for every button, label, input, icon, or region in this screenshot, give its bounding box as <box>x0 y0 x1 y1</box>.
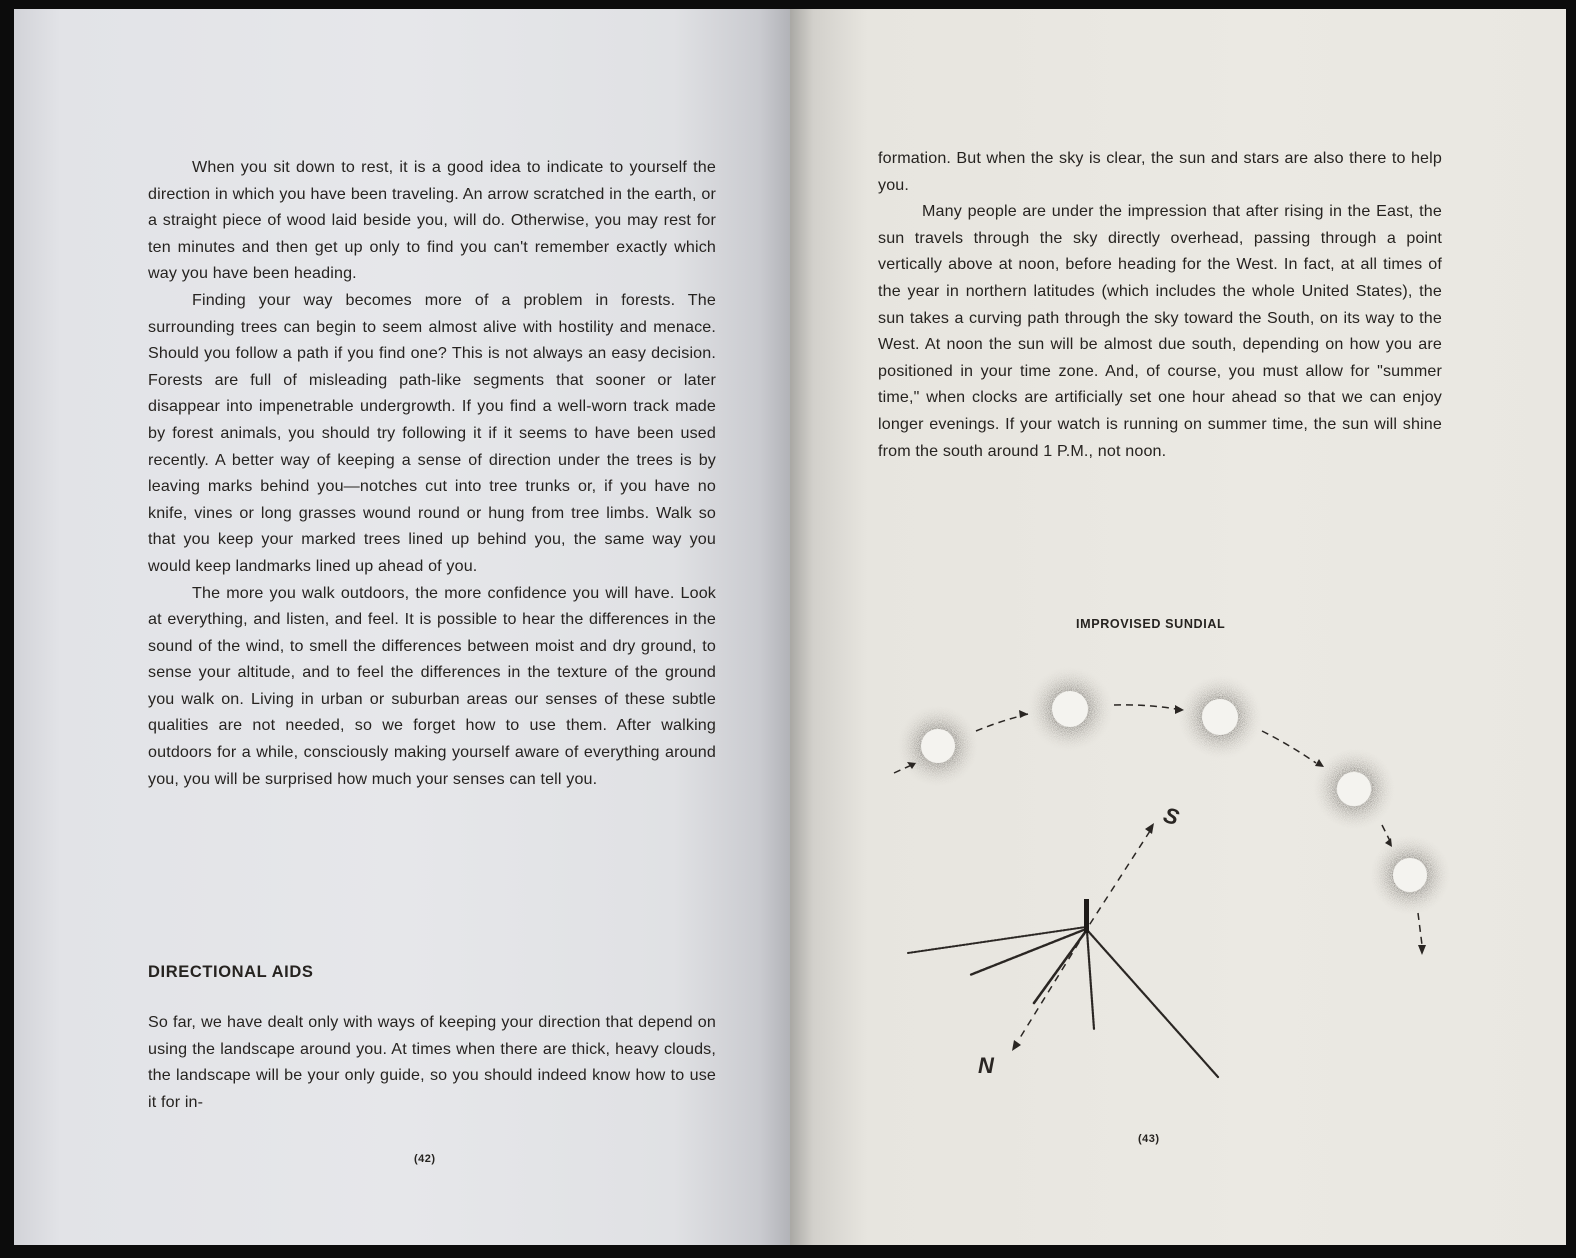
compass-line <box>1018 831 1150 1041</box>
sun-position-2 <box>1028 667 1112 751</box>
sundial-illustration <box>790 9 1566 1245</box>
left-page-body <box>148 154 716 792</box>
label-north: N <box>978 1053 994 1078</box>
figure-caption: IMPROVISED SUNDIAL <box>1076 617 1226 631</box>
sun-position-1 <box>898 706 978 786</box>
sun-position-3 <box>1178 675 1262 759</box>
north-arrowhead <box>1012 1040 1021 1051</box>
sundial-shadows <box>908 927 1218 1077</box>
paragraph-resting: When you sit down to rest, it is a good idea to indicate to yourself the direction in which you have been traveling. An arrow scratched in the earth, or a straight piece of wood laid beside you, will do. Otherwise, you may rest for ten minutes and then get up only to find you can't remember exactly which way you have been heading. <box>148 158 716 283</box>
left-page <box>14 9 790 1245</box>
paragraph-forests: Finding your way becomes more of a problem in forests. The surrounding trees can begin to seem almost alive with hostility and menace. Should you follow a path if you find one? This is not always an easy decision. Forests are full of misleading path-like segments that sooner or later disappear into impenetrable undergrowth. If you find a well-worn track made by forest animals, you should try following it if it seems to have been used recently. A better way of keeping a sense of direction under the trees is by leaving marks behind you—notches cut into tree trunks or, if you have no knife, vines or long grasses wound round or hung from tree limbs. Walk so that you keep your marked trees lined up behind you, the same way you would keep landmarks lined up ahead of you. <box>148 290 716 575</box>
label-south: S <box>1160 801 1183 831</box>
page-number-left: (42) <box>414 1153 436 1165</box>
paragraph-senses: The more you walk outdoors, the more confidence you will have. Look at everything, and listen, and feel. It is possible to hear the differences in the sound of the wind, to smell the differences between moist and dry ground, to sense your altitude, and to feel the differences in the texture of the ground you walk on. Living in urban or suburban areas our senses of these subtle qualities are not needed, so we forget how to use them. After walking outdoors for a while, consciously making yourself aware of everything around you, you will be surprised how much your senses can tell you. <box>148 583 716 788</box>
sun-position-5 <box>1370 835 1450 915</box>
paragraph-continuation: formation. But when the sky is clear, the sun and stars are also there to help you. <box>878 149 1442 194</box>
paragraph-sun-path: Many people are under the impression that after rising in the East, the sun travels through the sky directly overhead, passing through a point vertically above at noon, before heading for the West. In fact, at all times of the year in northern latitudes (which includes the whole United States), the sun takes a curving path through the sky toward the South, on its way to the West. At noon the sun will be almost due south, depending on how you are positioned in your time zone. And, of course, you must allow for "summer time," when clocks are artificially set one hour ahead so that we can enjoy longer evenings. If your watch is running on summer time, the sun will shine from the south around 1 P.M., not noon. <box>878 202 1442 460</box>
sun-position-4 <box>1313 748 1395 830</box>
page-number-right: (43) <box>1138 1133 1160 1145</box>
section-body <box>148 1009 716 1115</box>
right-page <box>790 9 1566 1245</box>
paragraph-directional-aids: So far, we have dealt only with ways of keeping your direction that depend on using the landscape around you. At times when there are thick, heavy clouds, the landscape will be your only guide, so you should indeed know how to use it for in- <box>148 1013 716 1111</box>
sun-path-arrowheads <box>907 705 1426 955</box>
section-heading: DIRECTIONAL AIDS <box>148 963 314 981</box>
gnomon-stick <box>1084 899 1089 933</box>
